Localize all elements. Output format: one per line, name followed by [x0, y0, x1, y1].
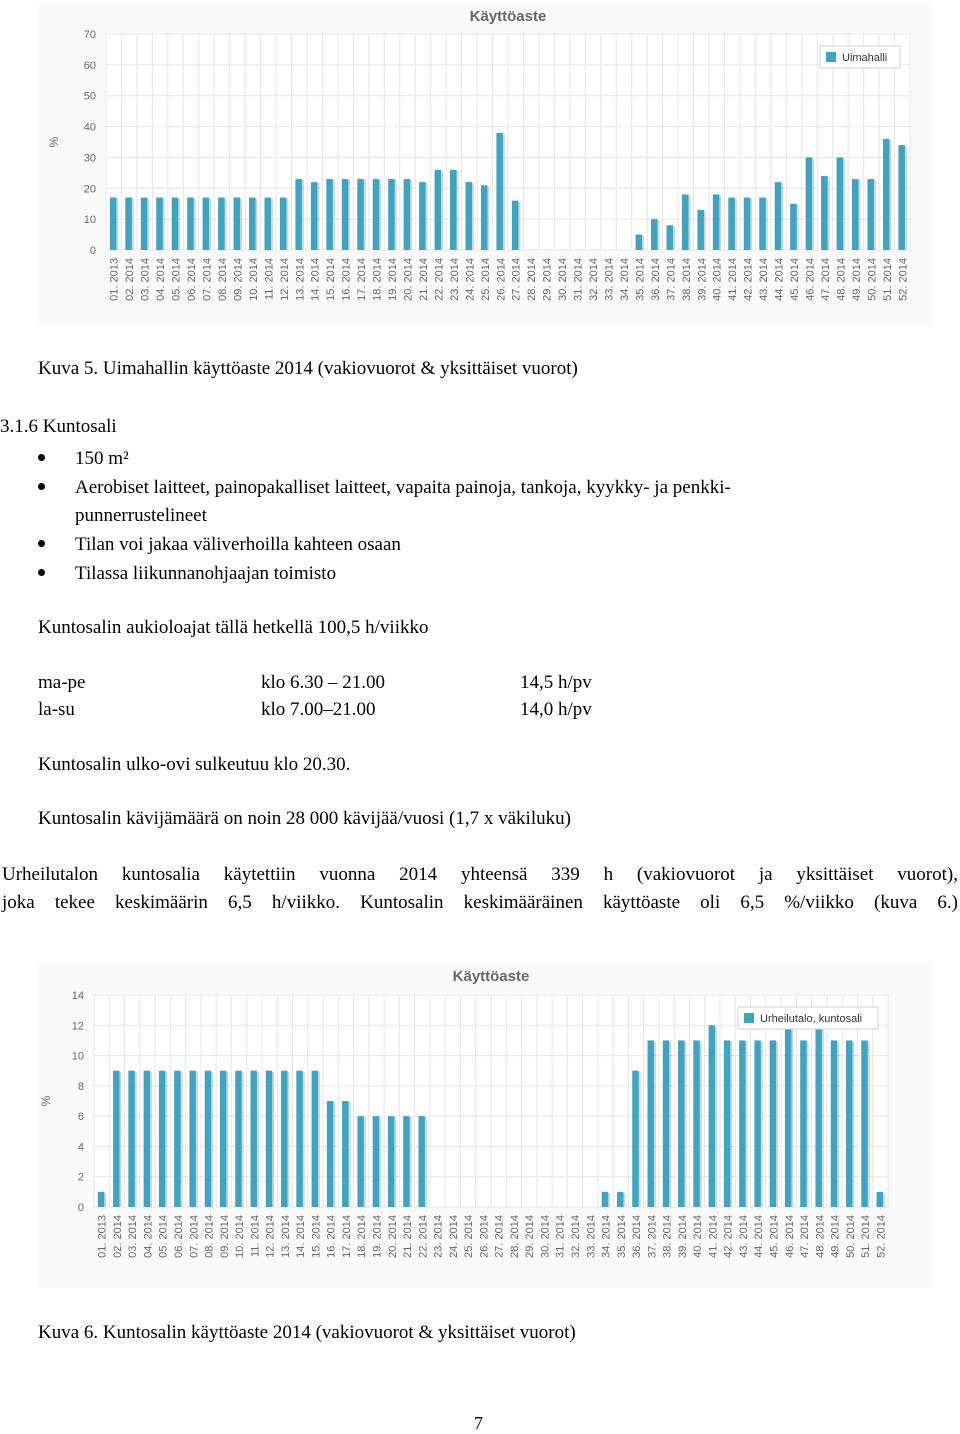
x-tick-label: 21. 2014 [417, 258, 430, 301]
x-tick-label: 23. 2014 [432, 1215, 445, 1258]
bar [326, 179, 332, 250]
x-tick-label: 31. 2014 [572, 258, 585, 301]
bar [373, 1116, 379, 1207]
y-tick-label: 60 [83, 59, 96, 72]
bar [770, 1040, 776, 1207]
x-tick-label: 42. 2014 [722, 1215, 735, 1258]
bar [403, 1116, 409, 1207]
bar [234, 198, 240, 250]
bar [867, 179, 873, 250]
bar [739, 1040, 745, 1207]
bar [775, 182, 781, 250]
bar [435, 170, 441, 250]
hours-time-weekday: klo 6.30 – 21.00 [261, 672, 386, 693]
x-tick-label: 40. 2014 [711, 258, 724, 301]
bar [465, 182, 471, 250]
bar [187, 198, 193, 250]
bar [295, 179, 301, 250]
x-tick-label: 10. 2014 [247, 258, 260, 301]
hours-perday-weekend: 14,0 h/pv [520, 699, 592, 720]
x-tick-label: 30. 2014 [539, 1215, 552, 1258]
bar [648, 1040, 654, 1207]
x-tick-label: 08. 2014 [203, 1215, 216, 1258]
x-tick-label: 32. 2014 [588, 258, 601, 301]
x-tick-label: 19. 2014 [387, 258, 400, 301]
x-tick-label: 47. 2014 [819, 258, 832, 301]
bar [861, 1040, 867, 1207]
y-tick-label: 10 [71, 1050, 84, 1063]
x-tick-label: 46. 2014 [804, 258, 817, 301]
x-tick-label: 03. 2014 [127, 1215, 140, 1258]
y-tick-label: 10 [83, 214, 96, 227]
x-tick-label: 11. 2014 [263, 258, 276, 301]
x-tick-label: 42. 2014 [742, 258, 755, 301]
x-tick-label: 30. 2014 [557, 258, 570, 301]
bar [113, 1071, 119, 1207]
x-tick-label: 37. 2014 [665, 258, 678, 301]
bar [724, 1040, 730, 1207]
x-tick-label: 45. 2014 [768, 1215, 781, 1258]
chart-kuntosali [38, 962, 932, 1288]
bar [852, 179, 858, 250]
x-tick-label: 21. 2014 [402, 1215, 415, 1258]
x-tick-label: 51. 2014 [881, 258, 894, 301]
bar [174, 1071, 180, 1207]
x-tick-label: 25. 2014 [463, 1215, 476, 1258]
x-tick-label: 41. 2014 [727, 258, 740, 301]
x-tick-label: 50. 2014 [844, 1215, 857, 1258]
bar [666, 225, 672, 250]
x-tick-label: 34. 2014 [600, 1215, 613, 1258]
x-tick-label: 01. 2013 [108, 258, 121, 301]
bullet-dot [38, 454, 48, 464]
x-tick-label: 14. 2014 [309, 258, 322, 301]
chart-kuntosali-svg [38, 962, 932, 1288]
x-tick-label: 29. 2014 [541, 258, 554, 301]
bar [203, 198, 209, 250]
bar [713, 194, 719, 250]
bar [264, 198, 270, 250]
x-tick-label: 49. 2014 [850, 258, 863, 301]
y-axis-label: % [47, 136, 61, 148]
x-tick-label: 05. 2014 [157, 1215, 170, 1258]
y-tick-label: 12 [71, 1020, 84, 1033]
x-tick-label: 26. 2014 [495, 258, 508, 301]
x-tick-label: 39. 2014 [676, 1215, 689, 1258]
bar [617, 1192, 623, 1207]
x-tick-label: 02. 2014 [111, 1215, 124, 1258]
bar [404, 179, 410, 250]
x-tick-label: 28. 2014 [526, 258, 539, 301]
y-tick-label: 6 [77, 1111, 84, 1124]
bar [388, 1116, 394, 1207]
x-tick-label: 16. 2014 [340, 258, 353, 301]
x-tick-label: 12. 2014 [264, 1215, 277, 1258]
x-tick-label: 22. 2014 [433, 258, 446, 301]
x-tick-label: 20. 2014 [402, 258, 415, 301]
legend-label: Uimahalli [842, 52, 888, 64]
x-tick-label: 47. 2014 [799, 1215, 812, 1258]
bar [141, 198, 147, 250]
chart-title: Käyttöaste [452, 968, 530, 985]
x-tick-label: 16. 2014 [325, 1215, 338, 1258]
x-tick-label: 25. 2014 [479, 258, 492, 301]
y-tick-label: 14 [71, 990, 84, 1002]
bar [342, 179, 348, 250]
x-tick-label: 14. 2014 [295, 1215, 308, 1258]
bar [800, 1040, 806, 1207]
y-tick-label: 20 [83, 183, 96, 196]
x-tick-label: 48. 2014 [814, 1215, 827, 1258]
x-tick-label: 35. 2014 [615, 1215, 628, 1258]
door-note: Kuntosalin ulko-ovi sulkeutuu klo 20.30. [38, 754, 351, 775]
y-axis-label: % [39, 1095, 53, 1107]
x-tick-label: 43. 2014 [758, 258, 771, 301]
bar [846, 1040, 852, 1207]
x-tick-label: 20. 2014 [386, 1215, 399, 1258]
bar [357, 1116, 363, 1207]
bar [898, 145, 904, 250]
bar [418, 1116, 424, 1207]
bar [327, 1101, 333, 1207]
x-tick-label: 45. 2014 [789, 258, 802, 301]
bar [602, 1192, 608, 1207]
hours-days-weekend: la-su [38, 699, 75, 720]
bullet-dot [38, 569, 48, 579]
chart-uimahalli [38, 4, 932, 326]
bar [373, 179, 379, 250]
x-tick-label: 40. 2014 [692, 1215, 705, 1258]
bullet-dot [38, 483, 48, 493]
bar [709, 1025, 715, 1207]
y-tick-label: 30 [83, 152, 96, 165]
bar [172, 198, 178, 250]
x-tick-label: 34. 2014 [618, 258, 631, 301]
x-tick-label: 22. 2014 [417, 1215, 430, 1258]
chart-title: Käyttöaste [469, 8, 547, 25]
x-tick-label: 46. 2014 [783, 1215, 796, 1258]
x-tick-label: 02. 2014 [124, 258, 137, 301]
bar [697, 210, 703, 250]
bar [128, 1071, 134, 1207]
bar [280, 198, 286, 250]
bar [312, 1071, 318, 1207]
legend-swatch [826, 52, 836, 62]
bar [512, 201, 518, 250]
bar [496, 133, 502, 250]
bar [159, 1071, 165, 1207]
x-tick-label: 18. 2014 [356, 1215, 369, 1258]
x-tick-label: 44. 2014 [753, 1215, 766, 1258]
visitor-count: Kuntosalin kävijämäärä on noin 28 000 kävijää/vuosi (1,7 x väkiluku) [38, 808, 571, 829]
bullet-equipment-cont: punnerrustelineet [75, 505, 207, 526]
caption-figure-5: Kuva 5. Uimahallin käyttöaste 2014 (vakiovuorot & yksittäiset vuorot) [38, 358, 578, 379]
x-tick-label: 36. 2014 [649, 258, 662, 301]
x-tick-label: 10. 2014 [234, 1215, 247, 1258]
bar [481, 185, 487, 250]
bar [357, 179, 363, 250]
bar [342, 1101, 348, 1207]
x-tick-label: 28. 2014 [508, 1215, 521, 1258]
bar [728, 198, 734, 250]
bar [125, 198, 131, 250]
bar [693, 1040, 699, 1207]
bar [678, 1040, 684, 1207]
x-tick-label: 09. 2014 [218, 1215, 231, 1258]
x-tick-label: 38. 2014 [661, 1215, 674, 1258]
bar [806, 157, 812, 250]
hours-time-weekend: klo 7.00–21.00 [261, 699, 376, 720]
x-tick-label: 24. 2014 [464, 258, 477, 301]
paragraph-line-2: joka tekee keskimäärin 6,5 h/viikko. Kuntosalin keskimääräinen käyttöaste oli 6,5 %/viikko (kuva 6.) [2, 892, 958, 913]
bar [821, 176, 827, 250]
bar [419, 182, 425, 250]
x-tick-label: 26. 2014 [478, 1215, 491, 1258]
bar [759, 198, 765, 250]
x-tick-label: 11. 2014 [249, 1215, 262, 1258]
x-tick-label: 01. 2013 [96, 1215, 109, 1258]
x-tick-label: 17. 2014 [356, 258, 369, 301]
x-tick-label: 38. 2014 [680, 258, 693, 301]
bar [220, 1071, 226, 1207]
legend-swatch [744, 1013, 754, 1023]
x-tick-label: 27. 2014 [493, 1215, 506, 1258]
bar [98, 1192, 104, 1207]
x-tick-label: 15. 2014 [310, 1215, 323, 1258]
bar [636, 235, 642, 250]
x-tick-label: 07. 2014 [201, 258, 214, 301]
bullet-dot [38, 540, 48, 550]
bullet-office: Tilassa liikunnanohjaajan toimisto [75, 563, 337, 584]
bar [785, 1025, 791, 1207]
bar [251, 1071, 257, 1207]
x-tick-label: 13. 2014 [279, 1215, 292, 1258]
bar [311, 182, 317, 250]
caption-figure-6: Kuva 6. Kuntosalin käyttöaste 2014 (vakiovuorot & yksittäiset vuorot) [38, 1322, 576, 1343]
x-tick-label: 49. 2014 [829, 1215, 842, 1258]
bar [744, 198, 750, 250]
bar [205, 1071, 211, 1207]
bullet-area: 150 m² [75, 448, 129, 469]
x-tick-label: 15. 2014 [325, 258, 338, 301]
x-tick-label: 41. 2014 [707, 1215, 720, 1258]
bar [218, 198, 224, 250]
x-tick-label: 06. 2014 [186, 258, 199, 301]
y-tick-label: 2 [77, 1171, 84, 1184]
x-tick-label: 44. 2014 [773, 258, 786, 301]
bar [883, 139, 889, 250]
x-tick-label: 35. 2014 [634, 258, 647, 301]
page-number: 7 [474, 1413, 483, 1433]
opening-hours-intro: Kuntosalin aukioloajat tällä hetkellä 100,5 h/viikko [38, 617, 429, 638]
bar [682, 194, 688, 250]
x-tick-label: 04. 2014 [142, 1215, 155, 1258]
x-tick-label: 33. 2014 [585, 1215, 598, 1258]
legend-label: Urheilutalo, kuntosali [760, 1013, 863, 1025]
y-tick-label: 0 [89, 245, 96, 257]
bullet-equipment: Aerobiset laitteet, painopakalliset laitteet, vapaita painoja, tankoja, kyykky- ja penkki- [75, 477, 731, 498]
x-tick-label: 48. 2014 [835, 258, 848, 301]
bar [235, 1071, 241, 1207]
bar [837, 157, 843, 250]
x-tick-label: 43. 2014 [737, 1215, 750, 1258]
x-tick-label: 29. 2014 [524, 1215, 537, 1258]
x-tick-label: 52. 2014 [875, 1215, 888, 1258]
bar [110, 198, 116, 250]
x-tick-label: 09. 2014 [232, 258, 245, 301]
bar [790, 204, 796, 250]
section-heading: 3.1.6 Kuntosali [0, 416, 117, 437]
bar [663, 1040, 669, 1207]
bar [815, 1025, 821, 1207]
bar [632, 1071, 638, 1207]
x-tick-label: 19. 2014 [371, 1215, 384, 1258]
x-tick-label: 04. 2014 [155, 258, 168, 301]
x-tick-label: 17. 2014 [340, 1215, 353, 1258]
x-tick-label: 13. 2014 [294, 258, 307, 301]
y-tick-label: 40 [83, 121, 96, 134]
x-tick-label: 18. 2014 [371, 258, 384, 301]
bar [296, 1071, 302, 1207]
x-tick-label: 12. 2014 [278, 258, 291, 301]
hours-days-weekday: ma-pe [38, 672, 86, 693]
hours-perday-weekday: 14,5 h/pv [520, 672, 592, 693]
y-tick-label: 8 [77, 1080, 84, 1093]
y-tick-label: 70 [83, 29, 96, 41]
paragraph-line-1: Urheilutalon kuntosalia käytettiin vuonna 2014 yhteensä 339 h (vakiovuorot ja yksittäiset vuorot), [2, 864, 958, 885]
bar [651, 219, 657, 250]
x-tick-label: 31. 2014 [554, 1215, 567, 1258]
bullet-divide: Tilan voi jakaa väliverhoilla kahteen osaan [75, 534, 401, 555]
y-tick-label: 50 [83, 90, 96, 103]
y-tick-label: 4 [77, 1141, 84, 1154]
x-tick-label: 07. 2014 [188, 1215, 201, 1258]
x-tick-label: 33. 2014 [603, 258, 616, 301]
x-tick-label: 24. 2014 [447, 1215, 460, 1258]
bar [388, 179, 394, 250]
x-tick-label: 52. 2014 [897, 258, 910, 301]
chart-uimahalli-svg [38, 4, 932, 326]
bar [189, 1071, 195, 1207]
x-tick-label: 05. 2014 [170, 258, 183, 301]
bar [831, 1040, 837, 1207]
y-tick-label: 0 [77, 1202, 84, 1214]
x-tick-label: 36. 2014 [631, 1215, 644, 1258]
bar [450, 170, 456, 250]
bar [877, 1192, 883, 1207]
x-tick-label: 23. 2014 [448, 258, 461, 301]
x-tick-label: 27. 2014 [510, 258, 523, 301]
x-tick-label: 08. 2014 [216, 258, 229, 301]
x-tick-label: 03. 2014 [139, 258, 152, 301]
bar [266, 1071, 272, 1207]
x-tick-label: 06. 2014 [172, 1215, 185, 1258]
x-tick-label: 39. 2014 [696, 258, 709, 301]
x-tick-label: 51. 2014 [860, 1215, 873, 1258]
bar [144, 1071, 150, 1207]
x-tick-label: 32. 2014 [569, 1215, 582, 1258]
bar [249, 198, 255, 250]
bar [281, 1071, 287, 1207]
bar [754, 1040, 760, 1207]
bar [156, 198, 162, 250]
x-tick-label: 37. 2014 [646, 1215, 659, 1258]
x-tick-label: 50. 2014 [866, 258, 879, 301]
